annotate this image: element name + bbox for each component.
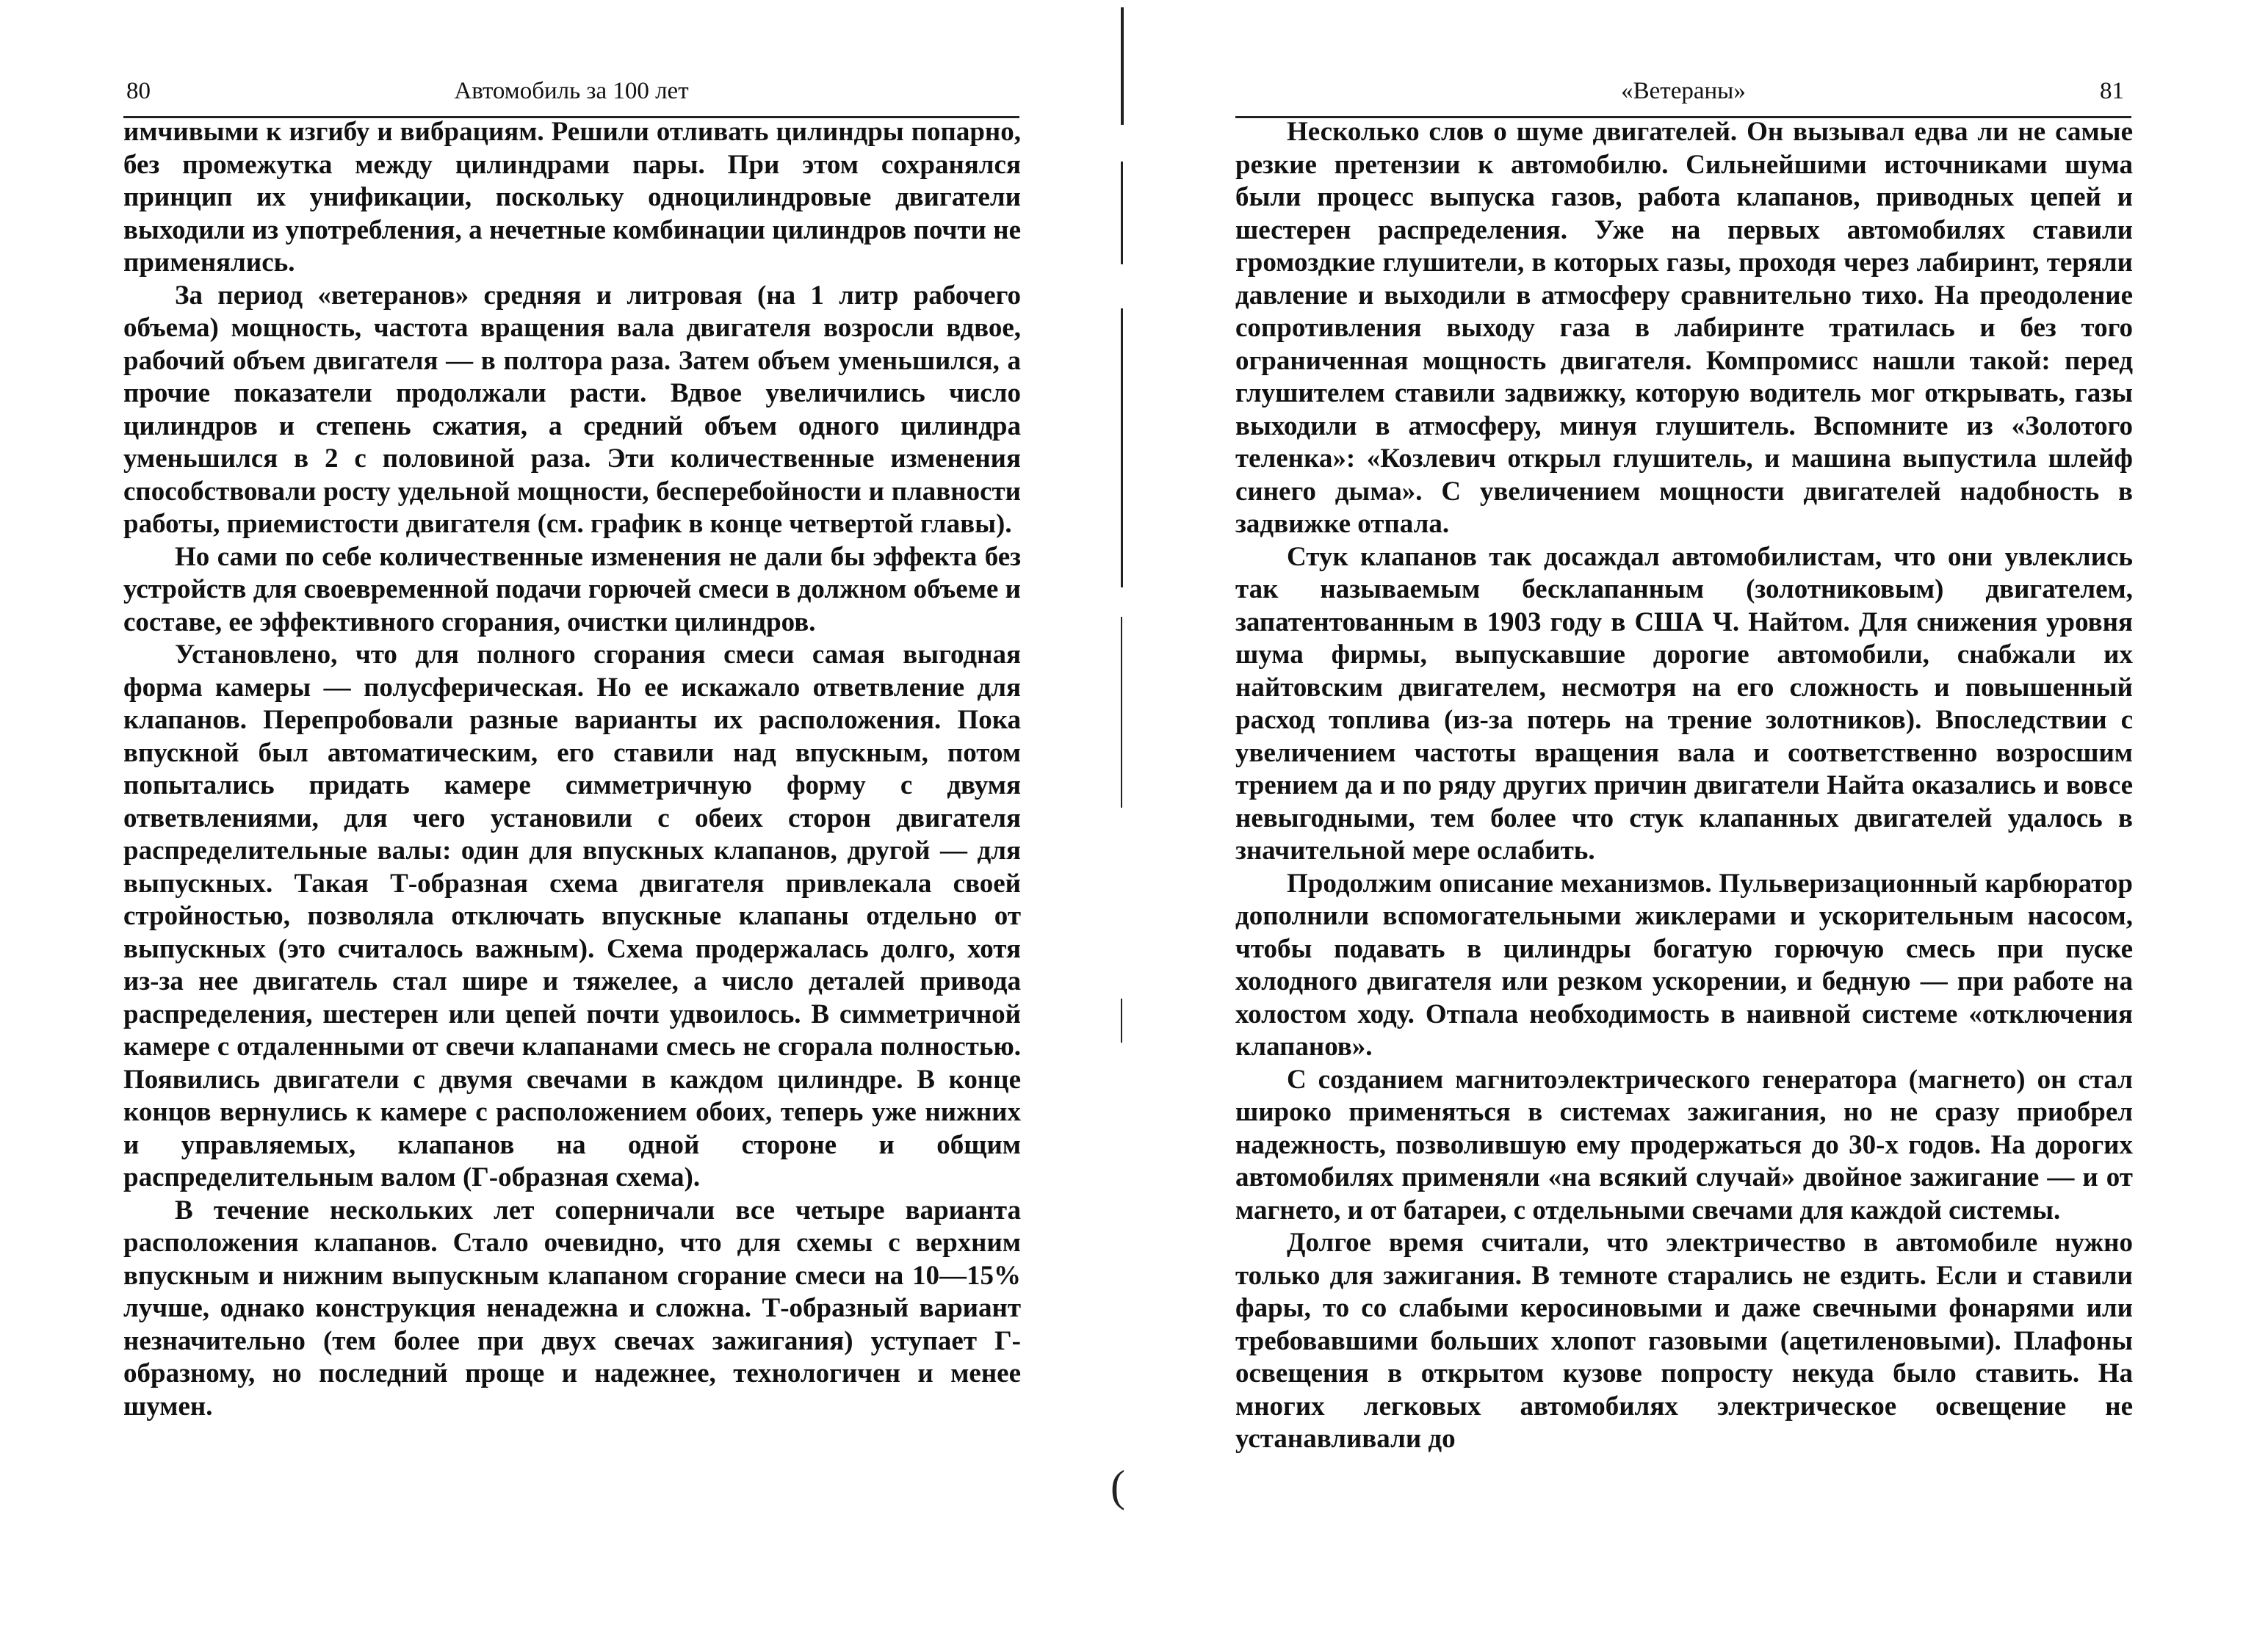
paragraph: За период «ветеранов» средняя и литровая (на 1 литр рабочего объема) мощность, частота вращения вала двигателя возросли вдвое, рабочий объем двигателя — в полтора раза. Затем объем уменьшился, а прочие показатели продолжали расти. Вдвое увеличились число цилиндров и степень сжатия, а средний объем одного цилиндра уменьшился в 2 с половиной раза. Эти количественные изменения способствовали росту удельной мощности, бесперебойности и плавности работы, приемистости двигателя (см. график в конце четвертой главы). [123,280,1021,539]
page-number: 80 [126,78,151,104]
spine-line [1121,308,1123,587]
left-page [0,0,1124,1644]
paragraph: Но сами по себе количественные изменения не дали бы эффекта без устройств для своевременной подачи горючей смеси в должном объеме и составе, ее эффективного сгорания, очистки цилиндров. [123,541,1021,637]
paragraph: Продолжим описание механизмов. Пульверизационный карбюратор дополнили вспомогательными жиклерами и ускорительным насосом, чтобы подавать в цилиндры богатую горючую смесь при пуске холодного двигателя или резком ускорении, и бедную — при работе на холостом ходу. Отпала необходимость в наивной системе «отключения клапанов». [1235,868,2133,1062]
right-page-header [1235,72,2131,118]
paragraph: Стук клапанов так досаждал автомобилистам, что они увлеклись так называемым бесклапанным (золотниковым) двигателем, запатентованным в 1903 году в США Ч. Найтом. Для снижения уровня шума фирмы, выпускавшие дорогие автомобили, снабжали их найтовским двигателем, несмотря на его сложность и повышенный расход топлива (из-за потерь на трение золотников). Впоследствии с увеличением частоты вращения вала и соответственно возросшим трением да и по ряду других причин двигатели Найта оказались и вовсе невыгодными, тем более что стук клапанных двигателей удалось в значительной мере ослабить. [1235,541,2133,866]
paragraph: С созданием магнитоэлектрического генератора (магнето) он стал широко применяться в системах зажигания, но не сразу приобрел надежность, позволившую ему продержаться до 30-х годов. На дорогих автомобилях применяли «на всякий случай» двойное зажигание — и от магнето, и от батареи, с отдельными свечами для каждой системы. [1235,1064,2133,1225]
paragraph: Несколько слов о шуме двигателей. Он вызывал едва ли не самые резкие претензии к автомобилю. Сильнейшими источниками шума были процесс выпуска газов, работа клапанов, приводных цепей и шестерен распределения. Уже на первых автомобилях ставили громоздкие глушители, в которых газы, проходя через лабиринт, теряли давление и выходили в атмосферу сравнительно тихо. На преодоление сопротивления выходу газа в лабиринте тратилась и без того ограниченная мощность двигателя. Компромисс нашли такой: перед глушителем ставили задвижку, которую водитель мог открывать, газы выходили в атмосферу, минуя глушитель. Вспомните из «Золотого теленка»: «Козлевич открыл глушитель, и машина выпустила шлейф синего дыма». С увеличением мощности двигателей надобность в задвижке отпала. [1235,117,2133,539]
page-number: 81 [2100,78,2124,104]
right-page-body [1235,116,2133,1456]
spine-line [1121,617,1122,808]
paragraph: имчивыми к изгибу и вибрациям. Решили отливать цилиндры попарно, без промежутка между цилиндрами пары. При этом сохранялся принцип их унификации, поскольку одноцилиндровые двигатели выходили из употребления, а нечетные комбинации цилиндров почти не применялись. [123,117,1021,278]
book-gutter [1109,0,1138,1644]
paragraph: Долгое время считали, что электричество в автомобиле нужно только для зажигания. В темноте старались не ездить. Если и ставили фары, то со слабыми керосиновыми и даже свечными фонарями или требовавшими больших хлопот газовыми (ацетиленовыми). Плафоны освещения в открытом кузове попросту некуда было ставить. На многих легковых автомобилях электрическое освещение не устанавливали до [1235,1228,2133,1454]
running-title: «Ветераны» [1621,78,1746,104]
paragraph: Установлено, что для полного сгорания смеси самая выгодная форма камеры — полусферическая. Но ее искажало ответвление для клапанов. Перепробовали разные варианты их расположения. Пока впускной был автоматическим, его ставили над впускным, потом попытались придать камере симметричную форму с двумя ответвлениями, для чего установили с обеих сторон двигателя распределительные валы: один для впускных клапанов, другой — для выпускных. Такая Т-образная схема двигателя привлекала своей стройностью, позволяла отключать впускные клапаны отдельно от выпускных (это считалось важным). Схема продержалась долго, хотя из-за нее двигатель стал шире и тяжелее, а число деталей привода распределения, шестерен или цепей почти удвоилось. В симметричной камере с отдаленными от свечи клапанами смесь не сгорала полностью. Появились двигатели с двумя свечами в каждом цилиндре. В конце концов вернулись к камере с расположением обоих, теперь уже нижних и управляемых, клапанов на одной стороне и общим распределительным валом (Г-образная схема). [123,640,1021,1192]
spine-line [1121,7,1124,125]
running-title: Автомобиль за 100 лет [454,78,689,104]
paragraph: В течение нескольких лет соперничали все четыре варианта расположения клапанов. Стало очевидно, что для схемы с верхним впускным и нижним выпускным клапаном сгорание смеси на 10—15% лучше, однако конструкция ненадежна и сложна. Т-образный вариант незначительно (тем более при двух свечах зажигания) уступает Г-образному, но последний проще и надежнее, технологичен и менее шумен. [123,1195,1021,1422]
spine-line [1121,162,1123,264]
left-page-header [123,72,1019,118]
spine-line [1121,999,1122,1043]
spine-mark: ( [1110,1462,1125,1510]
right-page [1212,0,2268,1644]
left-page-body [123,116,1021,1423]
